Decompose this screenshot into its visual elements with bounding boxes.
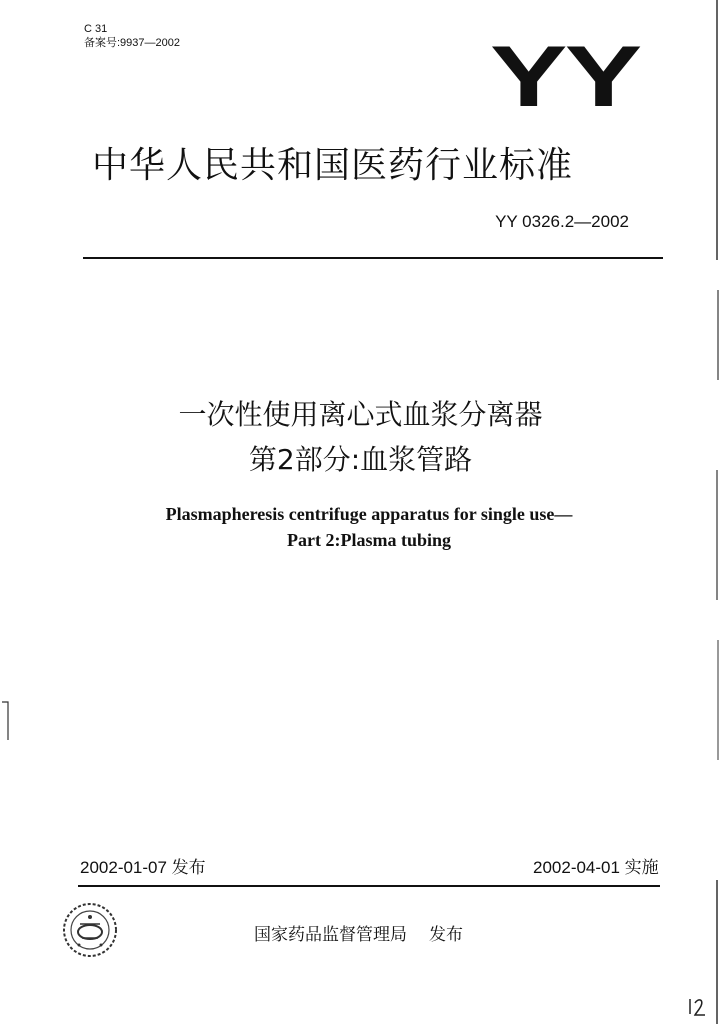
title-cn-line1: 一次性使用离心式血浆分离器: [178, 398, 543, 431]
title-en-line2: Part 2:Plasma tubing: [287, 530, 451, 550]
classification-code: C 31: [84, 23, 108, 35]
footer-divider: [78, 885, 660, 887]
publisher-name: 国家药品监督管理局: [254, 925, 407, 945]
header-divider: [83, 257, 663, 259]
scan-edge-marks: [711, 0, 721, 1024]
title-en-line1: Plasmapheresis centrifuge apparatus for single use—: [165, 504, 573, 524]
implementation-date: 2002-04-01 实施: [533, 858, 659, 877]
issue-date: 2002-01-07 发布: [80, 858, 206, 877]
scan-left-mark: [0, 700, 14, 760]
publisher: [254, 923, 463, 947]
filing-number: 备案号:9937—2002: [84, 37, 180, 49]
official-seal-icon: [60, 900, 120, 960]
title-cn-line2: 第2部分:血浆管路: [248, 443, 473, 476]
handwritten-page-mark: [686, 996, 710, 1018]
standard-number: YY 0326.2—2002: [495, 212, 629, 231]
publisher-action: 发布: [429, 925, 463, 945]
yy-logo: YY: [490, 29, 640, 125]
standard-banner: 中华人民共和国医药行业标准: [92, 145, 574, 186]
